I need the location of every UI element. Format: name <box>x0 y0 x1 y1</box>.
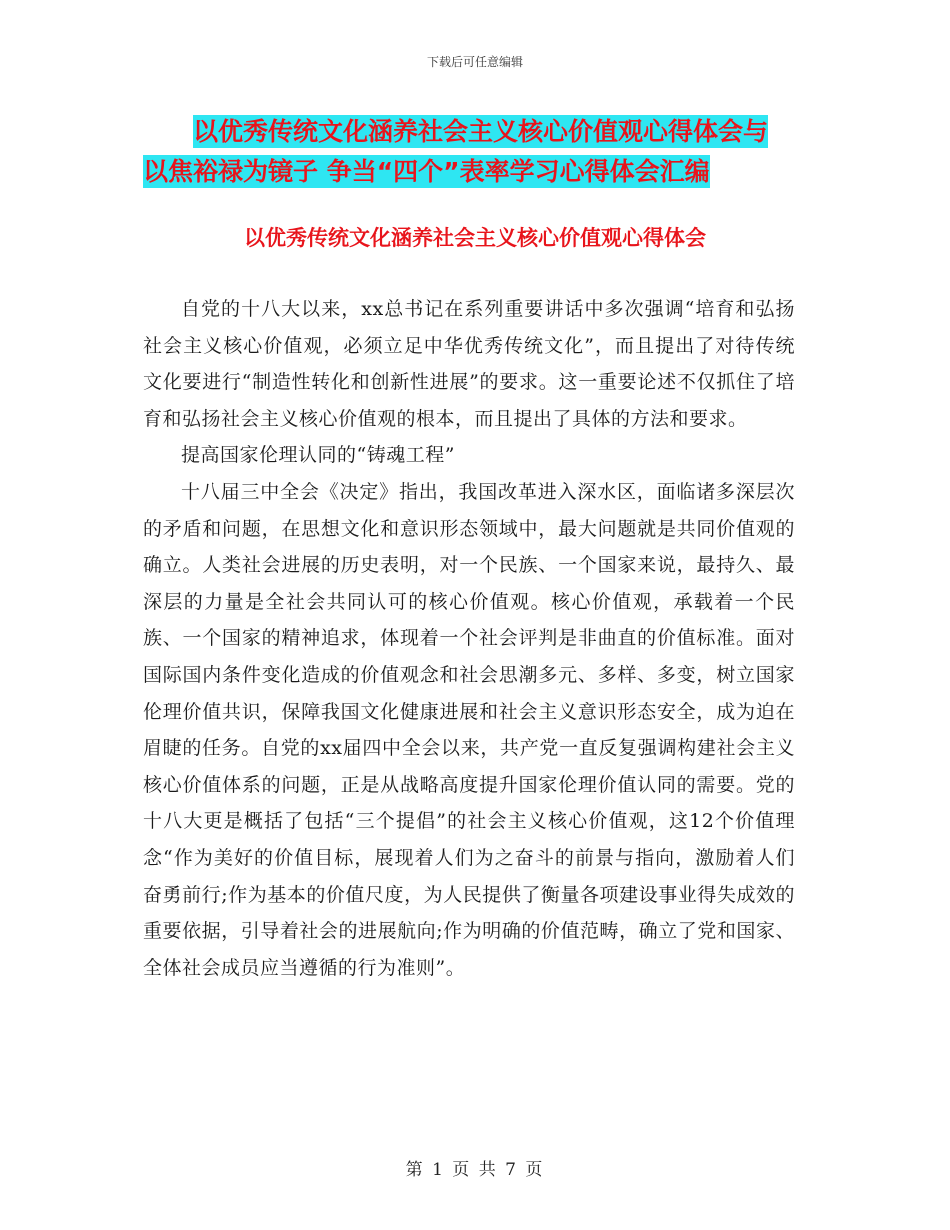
document-title <box>143 112 823 192</box>
paragraph-main: 十八届三中全会《决定》指出，我国改革进入深水区，面临诸多深层次的矛盾和问题，在思想文化和意识形态领域中，最大问题就是共同价值观的确立。人类社会进展的历史表明，对一个民族、一个国家来说，最持久、最深层的力量是全社会共同认可的核心价值观。核心价值观，承载着一个民族、一个国家的精神追求，体现着一个社会评判是非曲直的价值标准。面对国际国内条件变化造成的价值观念和社会思潮多元、多样、多变，树立国家伦理价值共识，保障我国文化健康进展和社会主义意识形态安全，成为迫在眉睫的任务。自党的xx届四中全会以来，共产党一直反复强调构建社会主义核心价值体系的问题，正是从战略高度提升国家伦理价值认同的需要。党的十八大更是概括了包括“三个提倡”的社会主义核心价值观，这12个价值理念“作为美好的价值目标，展现着人们为之奋斗的前景与指向，激励着人们奋勇前行;作为基本的价值尺度，为人民提供了衡量各项建设事业得失成效的重要依据，引导着社会的进展航向;作为明确的价值范畴，确立了党和国家、全体社会成员应当遵循的行为准则”。 <box>143 480 795 979</box>
header-note: 下载后可任意编辑 <box>426 55 523 69</box>
title-line-1 <box>143 112 823 152</box>
title-line-2-text: 以焦裕禄为镜子 争当“四个”表率学习心得体会汇编 <box>143 157 710 186</box>
page-number: 第 1 页 共 7 页 <box>405 1160 545 1180</box>
article-body <box>143 291 795 986</box>
article-subtitle: 以优秀传统文化涵养社会主义核心价值观心得体会 <box>244 226 706 250</box>
paragraph-intro: 自党的十八大以来，xx总书记在系列重要讲话中多次强调“培育和弘扬社会主义核心价值观，必须立足中华优秀传统文化”，而且提出了对待传统文化要进行“制造性转化和创新性进展”的要求。这一重要论述不仅抓住了培育和弘扬社会主义核心价值观的根本，而且提出了具体的方法和要求。 <box>143 298 795 430</box>
title-line-2 <box>143 152 823 192</box>
paragraph-heading: 提高国家伦理认同的“铸魂工程” <box>181 444 455 467</box>
title-line-1-text: 以优秀传统文化涵养社会主义核心价值观心得体会与 <box>193 117 769 146</box>
